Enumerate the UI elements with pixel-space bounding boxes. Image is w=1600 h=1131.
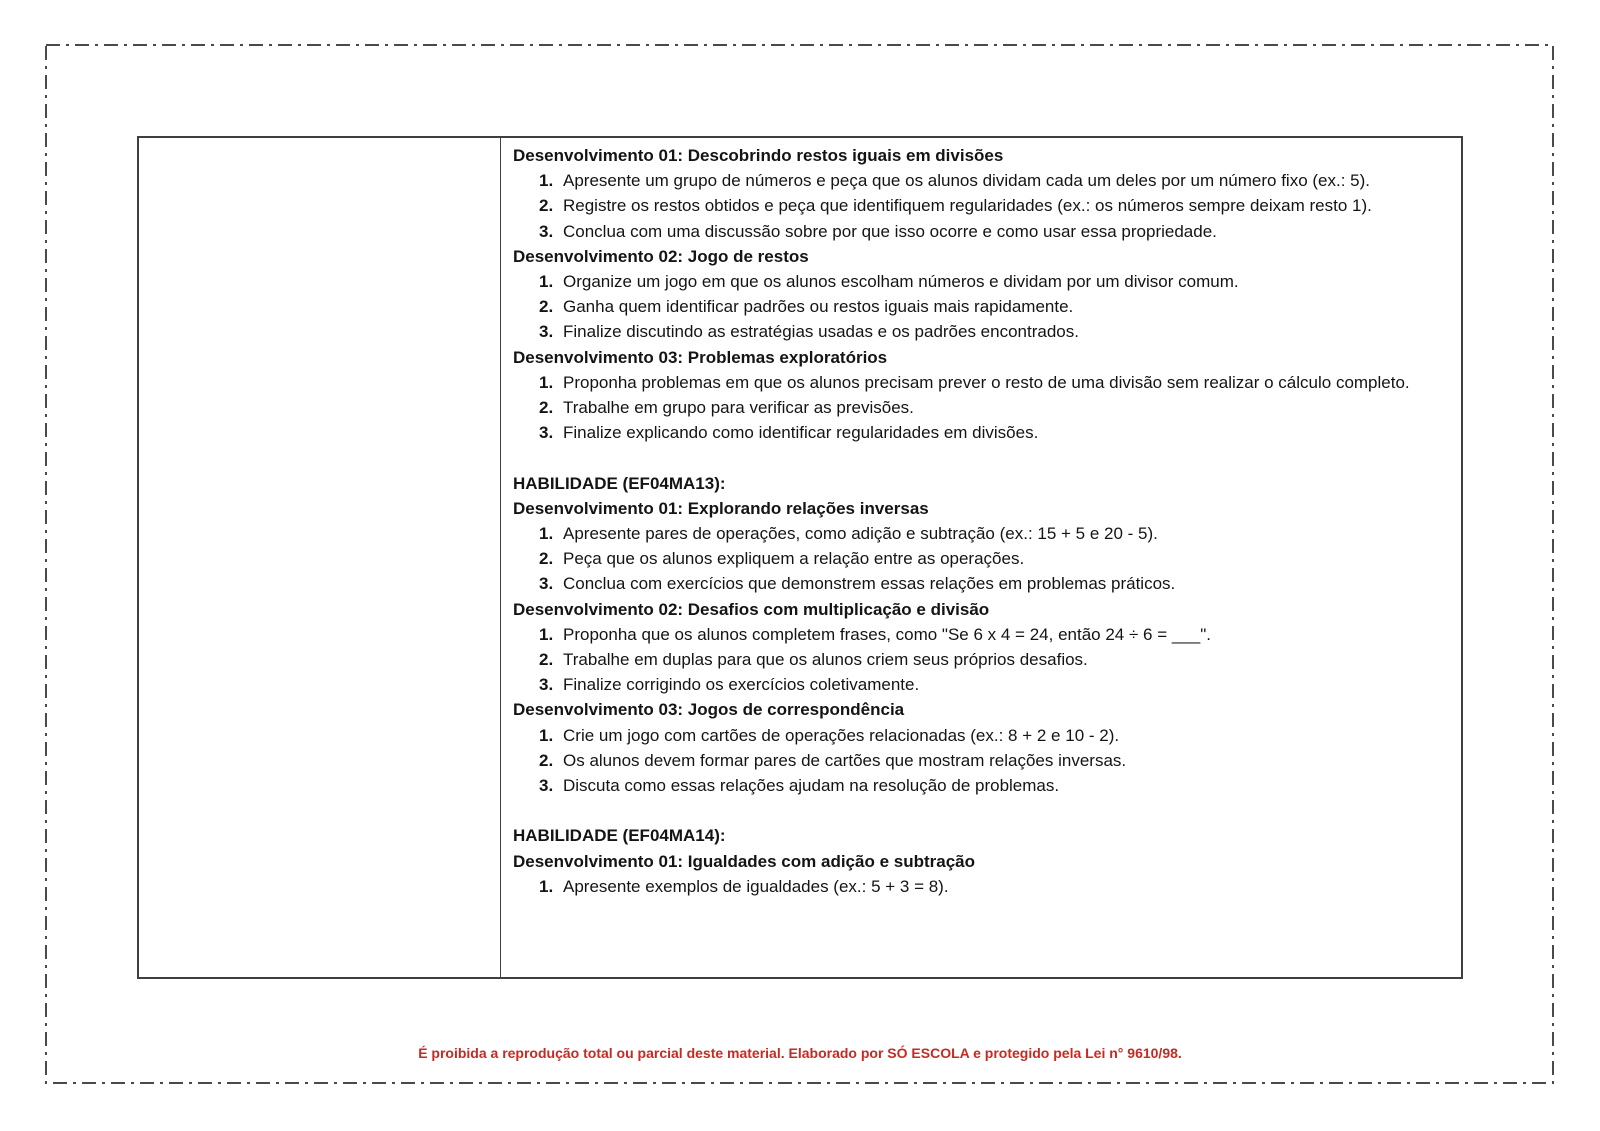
list-item	[513, 193, 1421, 218]
list-item-number: 1.	[539, 272, 554, 292]
list-item	[513, 319, 1421, 344]
list-item-number: 2.	[539, 549, 554, 569]
list-item	[513, 168, 1421, 193]
list-item	[513, 370, 1421, 395]
list-item-text: Trabalhe em grupo para verificar as previsões.	[563, 398, 914, 418]
list-item-text: Apresente um grupo de números e peça que os alunos dividam cada um deles por um número fixo (ex.: 5).	[563, 171, 1370, 191]
list-item-text: Proponha problemas em que os alunos precisam prever o resto de uma divisão sem realizar o cálculo completo.	[563, 372, 1410, 392]
list-item	[513, 294, 1421, 319]
list-item-number: 3.	[539, 776, 554, 796]
list-item-number: 3.	[539, 675, 554, 695]
table-cell-left	[139, 138, 501, 977]
list-item	[513, 571, 1421, 596]
list-item-text: Conclua com exercícios que demonstrem essas relações em problemas práticos.	[563, 574, 1176, 594]
list-item-number: 3.	[539, 322, 554, 342]
section-heading: HABILIDADE (EF04MA13):	[513, 473, 726, 493]
list-item-text: Peça que os alunos expliquem a relação entre as operações.	[563, 549, 1025, 569]
list-item-number: 3.	[539, 221, 554, 241]
list-item	[513, 874, 1421, 899]
copyright-footer: É proibida a reprodução total ou parcial deste material. Elaborado por SÓ ESCOLA e protegido pela Lei n° 9610/98.	[418, 1045, 1182, 1061]
list-item	[513, 420, 1421, 445]
list-item	[513, 773, 1421, 798]
section-heading: Desenvolvimento 01: Igualdades com adição e subtração	[513, 851, 975, 871]
list-item-text: Proponha que os alunos completem frases, como "Se 6 x 4 = 24, então 24 ÷ 6 = ___".	[563, 624, 1211, 644]
list-item-number: 1.	[539, 725, 554, 745]
content-table	[137, 136, 1463, 979]
list-item-text: Apresente pares de operações, como adição e subtração (ex.: 15 + 5 e 20 - 5).	[563, 524, 1158, 544]
list-item	[513, 521, 1421, 546]
list-item-number: 2.	[539, 297, 554, 317]
list-item	[513, 748, 1421, 773]
list-item-number: 2.	[539, 398, 554, 418]
list-item-text: Ganha quem identificar padrões ou restos iguais mais rapidamente.	[563, 297, 1074, 317]
list-item-text: Organize um jogo em que os alunos escolham números e dividam por um divisor comum.	[563, 272, 1239, 292]
list-item-text: Conclua com uma discussão sobre por que isso ocorre e como usar essa propriedade.	[563, 221, 1217, 241]
section-heading: Desenvolvimento 03: Problemas exploratórios	[513, 347, 888, 367]
list-item-text: Discuta como essas relações ajudam na resolução de problemas.	[563, 776, 1060, 796]
list-item-text: Os alunos devem formar pares de cartões que mostram relações inversas.	[563, 750, 1127, 770]
list-item-text: Finalize explicando como identificar regularidades em divisões.	[563, 423, 1039, 443]
section-heading: Desenvolvimento 01: Descobrindo restos iguais em divisões	[513, 146, 1004, 165]
section-heading: Desenvolvimento 01: Explorando relações inversas	[513, 498, 929, 518]
section-heading: HABILIDADE (EF04MA14):	[513, 826, 726, 846]
list-item	[513, 269, 1421, 294]
list-item-text: Registre os restos obtidos e peça que identifiquem regularidades (ex.: os números sempre deixam resto 1).	[563, 196, 1372, 216]
list-item-number: 3.	[539, 423, 554, 443]
list-item-number: 2.	[539, 650, 554, 670]
list-item-text: Finalize discutindo as estratégias usadas e os padrões encontrados.	[563, 322, 1079, 342]
list-item-text: Crie um jogo com cartões de operações relacionadas (ex.: 8 + 2 e 10 - 2).	[563, 725, 1120, 745]
blank-line	[513, 445, 1421, 470]
list-item	[513, 395, 1421, 420]
list-item	[513, 622, 1421, 647]
list-item	[513, 647, 1421, 672]
section-heading: Desenvolvimento 02: Desafios com multiplicação e divisão	[513, 599, 990, 619]
list-item-number: 1.	[539, 624, 554, 644]
list-item-text: Apresente exemplos de igualdades (ex.: 5 + 3 = 8).	[563, 876, 949, 896]
list-item-number: 2.	[539, 196, 554, 216]
list-item	[513, 672, 1421, 697]
section-heading: Desenvolvimento 03: Jogos de correspondência	[513, 700, 905, 720]
blank-line	[513, 798, 1421, 823]
list-item-number: 3.	[539, 574, 554, 594]
list-item	[513, 723, 1421, 748]
list-item-number: 2.	[539, 750, 554, 770]
list-item-number: 1.	[539, 876, 554, 896]
section-heading: Desenvolvimento 02: Jogo de restos	[513, 246, 809, 266]
list-item-number: 1.	[539, 524, 554, 544]
list-item-number: 1.	[539, 372, 554, 392]
list-item	[513, 219, 1421, 244]
list-item-text: Finalize corrigindo os exercícios coletivamente.	[563, 675, 920, 695]
list-item-number: 1.	[539, 171, 554, 191]
table-cell-content	[501, 138, 1461, 977]
list-item-text: Trabalhe em duplas para que os alunos criem seus próprios desafios.	[563, 650, 1088, 670]
list-item	[513, 546, 1421, 571]
